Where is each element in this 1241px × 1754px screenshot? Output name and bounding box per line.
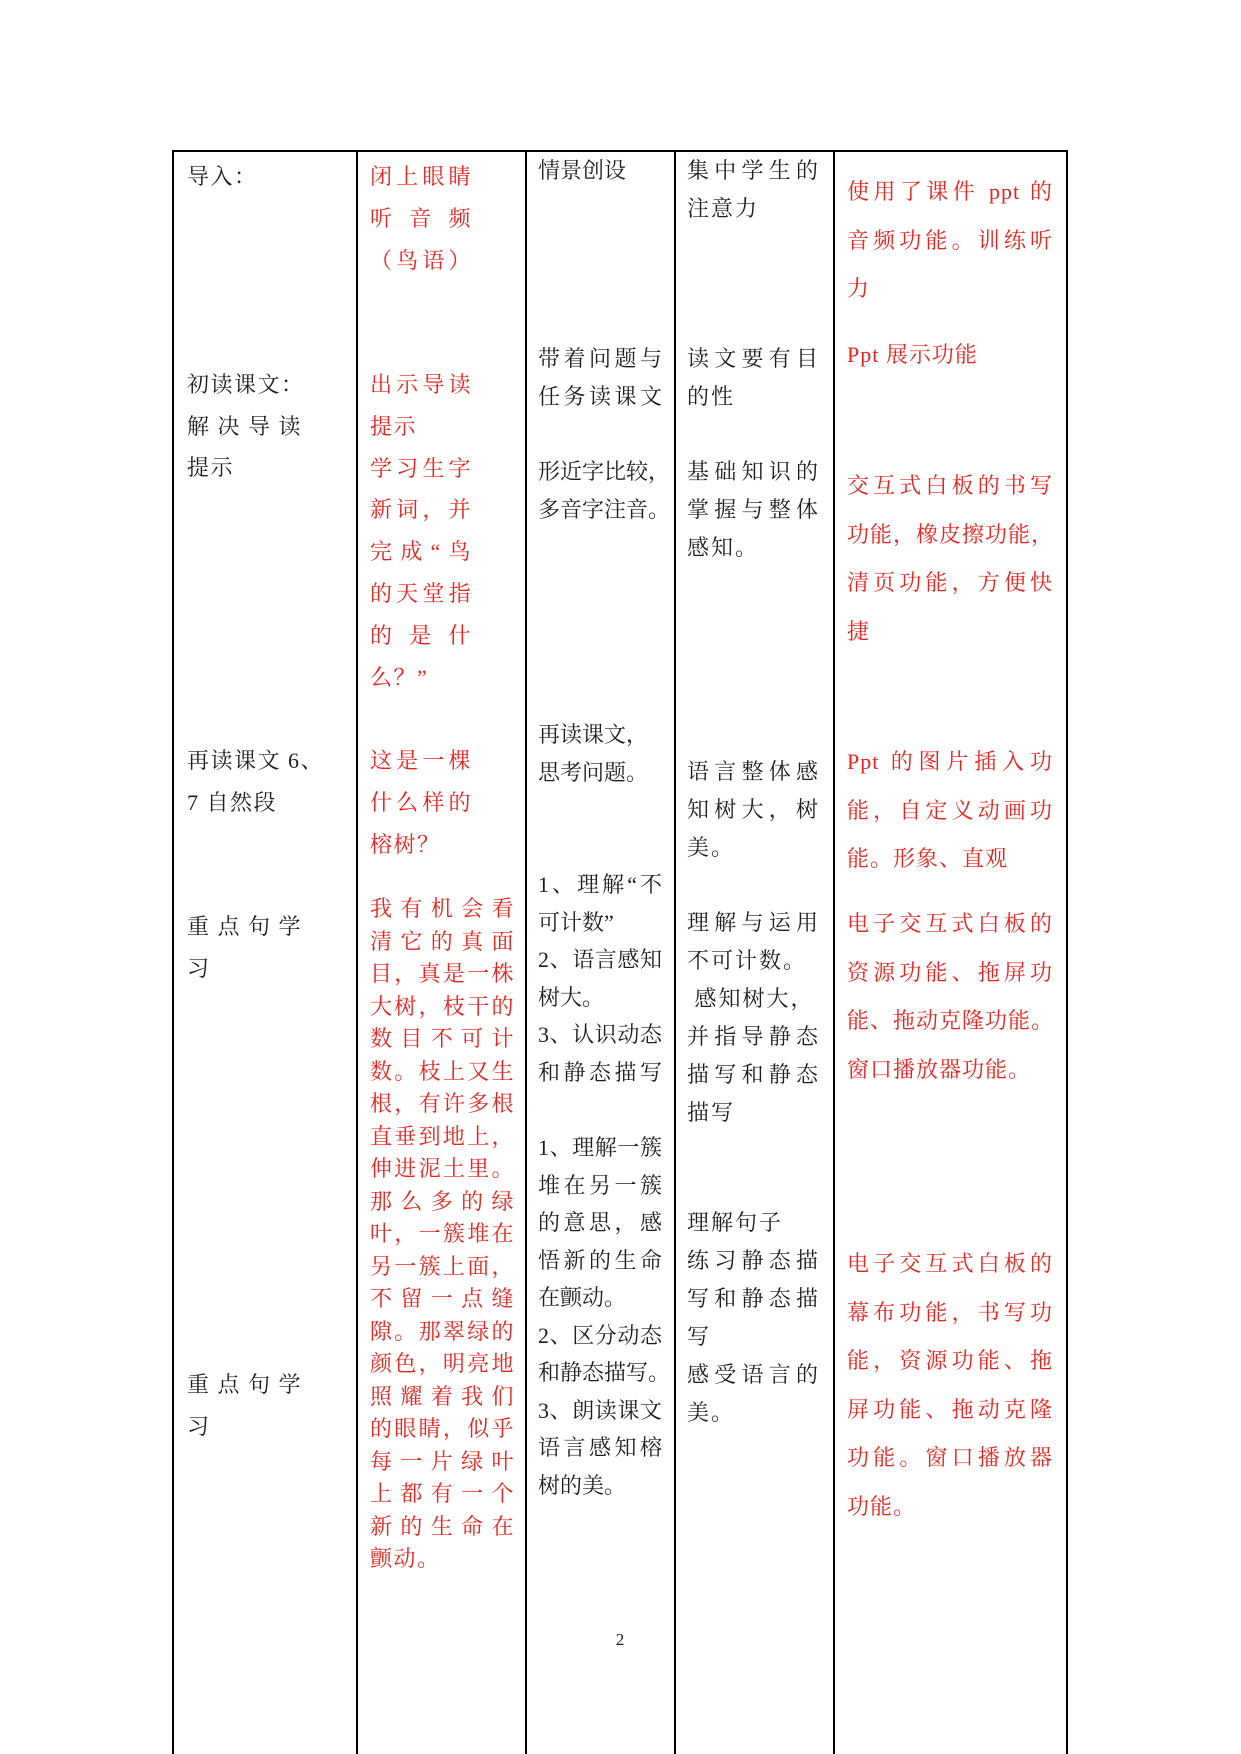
- text-line: 多音字注音。: [538, 496, 671, 522]
- text-line: Ppt 的图片插入功: [847, 749, 1053, 774]
- text-line: 堆在另一簇: [538, 1172, 662, 1198]
- text-line: 树大。: [538, 984, 605, 1010]
- text-line: 语言整体感: [687, 759, 820, 784]
- text-line: 么？”: [370, 664, 429, 690]
- text-line: 的意思，感: [538, 1210, 662, 1235]
- text-line: 出示导读: [370, 372, 472, 397]
- text-line: 新的生命在: [370, 1513, 515, 1539]
- text-line: 3、朗读课文: [538, 1397, 662, 1423]
- text-line: 可计数”: [538, 909, 614, 935]
- text-line: 美。: [687, 835, 736, 860]
- text-line: 的眼睛，似乎: [370, 1416, 515, 1441]
- text-line: 的性: [687, 384, 736, 409]
- text-line: 形近字比较，: [538, 459, 671, 484]
- text-line: 力: [847, 276, 871, 301]
- text-line: 再读课文 6、: [187, 748, 325, 773]
- text-line: 交互式白板的书写: [847, 473, 1053, 498]
- design-intent-purposeful-reading: [687, 340, 820, 416]
- teacher-activity-key-sentences: [370, 893, 515, 1576]
- text-line: 大树，枝干的: [370, 993, 515, 1019]
- text-line: 隙。那翠绿的: [370, 1318, 515, 1344]
- text-line: 学习生字: [370, 455, 472, 481]
- text-line: 清它的真面: [370, 928, 515, 954]
- student-activity-intro: [538, 152, 662, 190]
- text-line: 听音频: [370, 206, 472, 231]
- teaching-step-key-sentence-1: [187, 906, 302, 989]
- text-line: 美。: [687, 1400, 736, 1425]
- text-line: 数目不可计: [370, 1026, 515, 1051]
- teacher-activity-intro: [370, 156, 472, 282]
- student-activity-second-reading: [538, 716, 662, 791]
- design-intent-key-sentence-2: [687, 1204, 820, 1432]
- text-line: 照耀着我们: [370, 1383, 515, 1409]
- student-activity-characters: [538, 453, 671, 528]
- text-line: 提示: [370, 413, 418, 439]
- text-line: 的是什: [370, 622, 472, 648]
- text-line: 写和静态描: [687, 1286, 820, 1311]
- technology-use-audio: [847, 168, 1053, 314]
- text-line: 颜色，明亮地: [370, 1351, 515, 1376]
- text-line: 屏功能、拖动克隆: [847, 1396, 1053, 1422]
- text-line: 在颤动。: [538, 1285, 627, 1310]
- text-line: 1、理解一簇: [538, 1135, 662, 1160]
- teaching-step-key-sentence-2: [187, 1364, 302, 1447]
- text-line: 1、理解“不: [538, 872, 662, 897]
- text-line: 基础知识的: [687, 459, 820, 484]
- student-activity-key-sentence-1: [538, 866, 662, 1091]
- text-line: 能。形象、直观: [847, 846, 1009, 871]
- column-divider: [525, 150, 527, 1754]
- text-line: 集中学生的: [687, 158, 820, 183]
- text-line: 电子交互式白板的: [847, 1251, 1053, 1276]
- text-line: 描写和静态: [687, 1062, 820, 1087]
- text-line: 2、语言感知: [538, 947, 662, 972]
- text-line: 直垂到地上，: [370, 1123, 515, 1149]
- text-line: 上都有一个: [370, 1481, 515, 1506]
- teacher-activity-second-reading: [370, 740, 472, 866]
- column-divider: [674, 150, 676, 1754]
- text-line: 情景创设: [538, 158, 627, 183]
- text-line: 3、认识动态: [538, 1022, 662, 1047]
- text-line: 知树大，树: [687, 797, 820, 822]
- design-intent-second-reading: [687, 753, 820, 867]
- teaching-step-second-reading: [187, 740, 325, 823]
- text-line: 数。枝上又生: [370, 1058, 515, 1084]
- text-line: 叶，一簇堆在: [370, 1221, 515, 1246]
- text-line: 目，真是一株: [370, 961, 515, 986]
- technology-use-whiteboard-writing: [847, 462, 1053, 656]
- text-line: 电子交互式白板的: [847, 911, 1053, 936]
- text-line: 幕布功能，书写功: [847, 1299, 1053, 1325]
- column-divider: [356, 150, 358, 1754]
- text-line: 完成“鸟: [370, 539, 472, 565]
- text-line: 7 自然段: [187, 789, 278, 815]
- text-line: 另一簇上面，: [370, 1253, 515, 1279]
- text-line: 功能，橡皮擦功能，: [847, 521, 1055, 547]
- text-line: 这是一棵: [370, 748, 472, 773]
- column-divider: [833, 150, 835, 1754]
- text-line: 重点句学: [187, 1372, 302, 1397]
- design-intent-basics: [687, 453, 820, 567]
- text-line: 的天堂指: [370, 580, 472, 606]
- text-line: 颤动。: [370, 1546, 441, 1571]
- text-line: 不留一点缝: [370, 1286, 515, 1311]
- text-line: 理解句子: [687, 1210, 784, 1235]
- text-line: 资源功能、拖屏功: [847, 959, 1053, 985]
- text-line: 思考问题。: [538, 759, 649, 785]
- text-line: 使用了课件 ppt 的: [847, 179, 1053, 204]
- text-line: 不可计数。: [687, 948, 808, 973]
- text-line: 功能。: [847, 1493, 917, 1519]
- text-line: 伸进泥土里。: [370, 1156, 515, 1181]
- text-line: 每一片绿叶: [370, 1448, 515, 1474]
- text-line: 悟新的生命: [538, 1247, 662, 1273]
- text-line: Ppt 展示功能: [847, 342, 978, 367]
- table-right-border: [1066, 150, 1068, 1754]
- text-line: 解决导读: [187, 413, 302, 439]
- text-line: 新词，并: [370, 497, 472, 523]
- text-line: 习: [187, 955, 211, 981]
- text-line: 树的美。: [538, 1472, 627, 1498]
- text-line: 任务读课文: [538, 383, 662, 409]
- text-line: 习: [187, 1413, 211, 1439]
- text-line: 描写: [687, 1100, 736, 1125]
- text-line: 清页功能，方便快: [847, 570, 1053, 595]
- text-line: 提示: [187, 455, 235, 480]
- teaching-step-first-reading: [187, 364, 305, 489]
- text-line: 榕树？: [370, 832, 441, 857]
- text-line: 感受语言的: [687, 1362, 820, 1387]
- technology-use-whiteboard-resources-2: [847, 1240, 1053, 1531]
- design-intent-intro: [687, 152, 820, 228]
- design-intent-key-sentence-1: [687, 904, 820, 1132]
- text-line: 2、区分动态: [538, 1322, 662, 1348]
- text-line: 根，有许多根: [370, 1091, 515, 1116]
- table-left-border: [172, 150, 174, 1754]
- text-line: 带着问题与: [538, 346, 662, 371]
- text-line: 能，资源功能、拖: [847, 1348, 1053, 1373]
- text-line: 初读课文：: [187, 372, 305, 397]
- text-line: 语言感知榕: [538, 1435, 662, 1460]
- text-line: 能、拖动克隆功能。: [847, 1008, 1055, 1033]
- teacher-activity-first-reading: [370, 364, 472, 698]
- text-line: 再读课文，: [538, 722, 649, 747]
- text-line: 读文要有目: [687, 346, 820, 371]
- text-line: 捷: [847, 618, 871, 644]
- text-line: 和静态描写。: [538, 1360, 671, 1385]
- text-line: 那么多的绿: [370, 1188, 515, 1214]
- technology-use-whiteboard-resources-1: [847, 900, 1053, 1094]
- text-line: 功能。窗口播放器: [847, 1445, 1053, 1470]
- text-line: 和静态描写: [538, 1059, 662, 1085]
- technology-use-ppt-display: [847, 331, 1053, 380]
- text-line: 并指导静态: [687, 1024, 820, 1049]
- text-line: 音频功能。训练听: [847, 227, 1053, 253]
- text-line: 感知。: [687, 535, 760, 560]
- page-number: 2: [615, 1630, 625, 1649]
- text-line: 窗口播放器功能。: [847, 1056, 1032, 1082]
- student-activity-key-sentence-2: [538, 1129, 671, 1504]
- text-line: 感知树大，: [687, 986, 815, 1011]
- text-line: 导入：: [187, 164, 258, 189]
- teaching-step-intro: [187, 156, 302, 198]
- text-line: 写: [687, 1324, 712, 1349]
- text-line: 什么样的: [370, 790, 472, 815]
- text-line: 闭上眼睛: [370, 164, 472, 189]
- text-line: 理解与运用: [687, 910, 820, 935]
- text-line: 能，自定义动画功: [847, 797, 1053, 823]
- technology-use-ppt-images: [847, 738, 1053, 884]
- student-activity-task-reading: [538, 340, 662, 415]
- text-line: 练习静态描: [687, 1248, 820, 1273]
- text-line: （鸟语）: [370, 248, 472, 273]
- text-line: 掌握与整体: [687, 497, 820, 522]
- text-line: 注意力: [687, 196, 760, 221]
- text-line: 重点句学: [187, 914, 302, 939]
- text-line: 我有机会看: [370, 896, 515, 921]
